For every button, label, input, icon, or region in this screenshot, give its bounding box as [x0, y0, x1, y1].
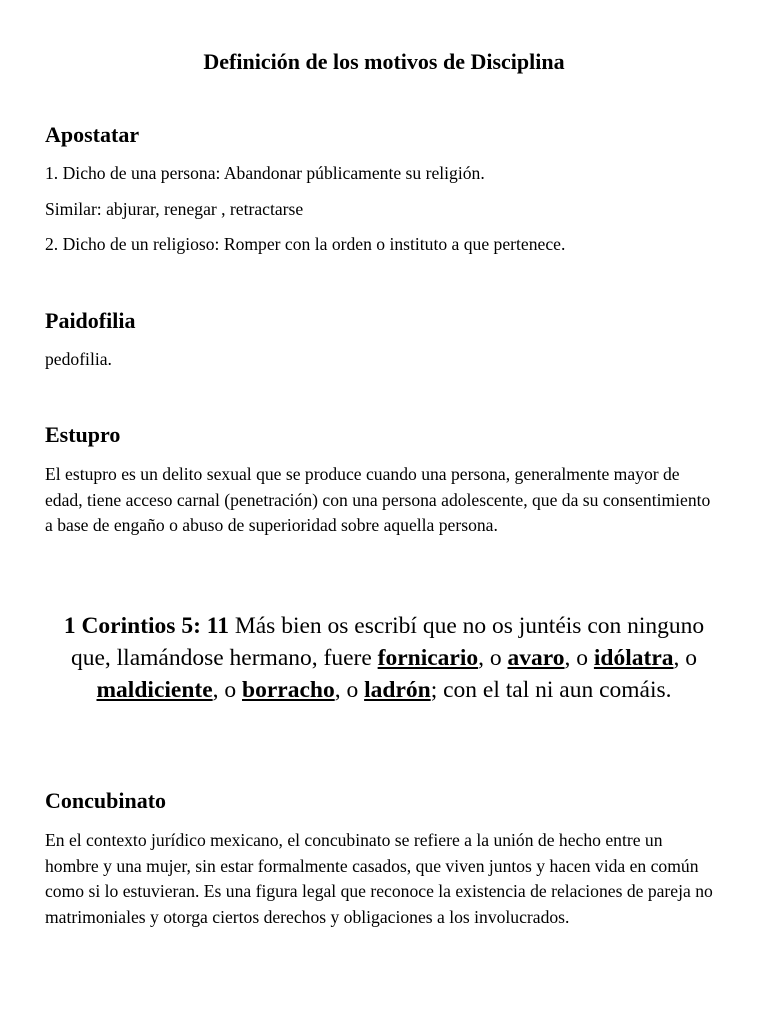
section-heading-paidofilia: Paidofilia: [45, 308, 136, 333]
apostatar-synonyms: Similar: abjurar, renegar , retractarse: [45, 199, 304, 219]
verse-keyword: fornicario: [377, 645, 479, 671]
verse-text: Más bien os escribí que no os juntéis con ninguno que, llamándose hermano, fuere: [70, 613, 705, 671]
verse-separator: , o: [478, 645, 508, 671]
verse-separator: , o: [673, 645, 698, 671]
document-title: Definición de los motivos de Disciplina: [203, 49, 565, 74]
verse-separator: , o: [564, 645, 594, 671]
apostatar-definition-2: 2. Dicho de un religioso: Romper con la orden o instituto a que pertenece.: [45, 234, 566, 254]
estupro-definition: El estupro es un delito sexual que se produce cuando una persona, generalmente mayor de edad, tiene acceso carnal (penetración) con una persona adolescente, que da su consentimiento a base de engaño o abuso de superioridad sobre aquella persona.: [45, 464, 711, 536]
verse-separator: , o: [334, 677, 365, 703]
section-heading-apostatar: Apostatar: [45, 122, 140, 147]
verse-reference: 1 Corintios 5: 11: [63, 613, 229, 639]
verse-keyword: ladrón: [364, 677, 431, 703]
verse-keyword: idólatra: [593, 645, 674, 671]
paidofilia-definition: pedofilia.: [45, 349, 112, 369]
verse-text: ; con el tal ni aun comáis.: [430, 677, 672, 703]
section-heading-estupro: Estupro: [45, 422, 121, 447]
verse-keyword: avaro: [507, 645, 565, 671]
section-heading-concubinato: Concubinato: [45, 788, 167, 813]
verse-keyword: borracho: [242, 677, 335, 703]
verse-keyword: maldiciente: [96, 677, 213, 703]
verse-separator: , o: [212, 677, 243, 703]
bible-verse: [55, 610, 713, 706]
concubinato-definition: En el contexto jurídico mexicano, el concubinato se refiere a la unión de hecho entre un hombre y una mujer, sin estar formalmente casados, que viven juntos y hacen vida en común como si lo estuvieran. Es una figura legal que reconoce la existencia de relaciones de pareja no matrimoniales y otorga ciertos derechos y obligaciones a los involucrados.: [45, 830, 713, 927]
apostatar-definition-1: 1. Dicho de una persona: Abandonar públicamente su religión.: [45, 163, 485, 183]
